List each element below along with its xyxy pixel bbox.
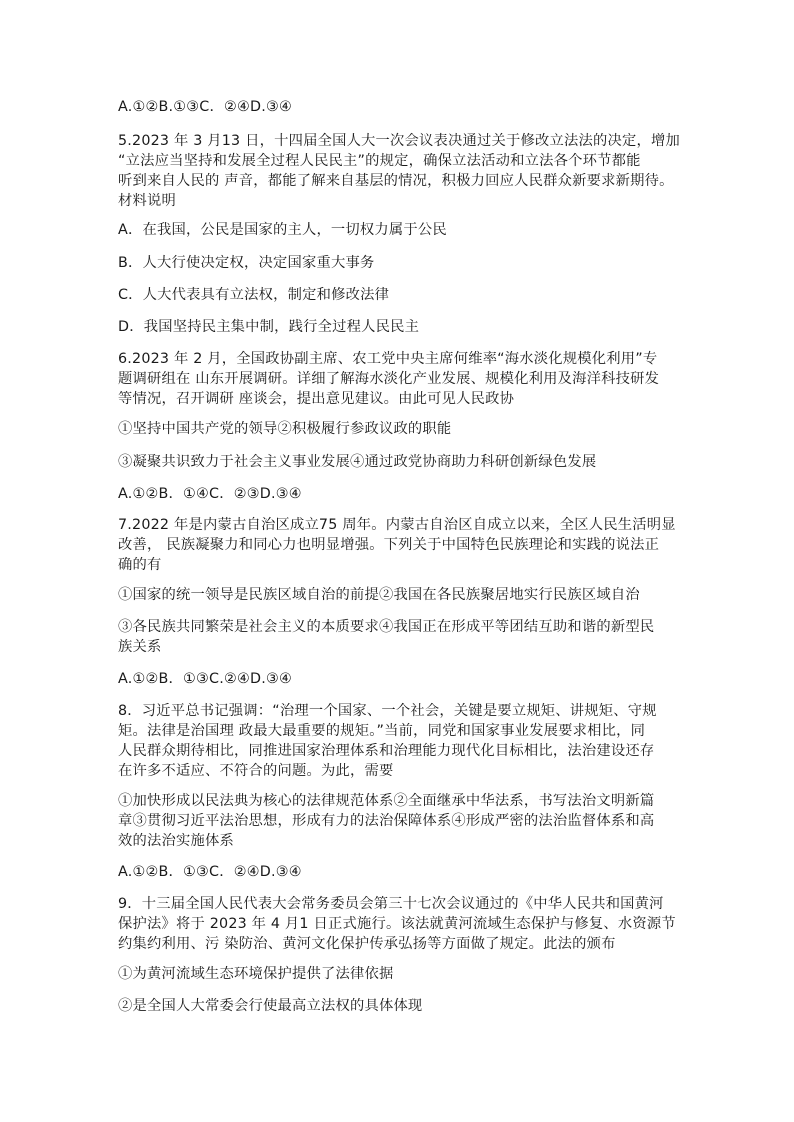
q6-stem-line-2: 题调研组在 山东开展调研。详细了解海水淡化产业发展、规模化利用及海洋科技研发 [118, 371, 660, 387]
q9-stem-line-1: 9．十三届全国人民代表大会常务委员会第三十七次会议通过的《中华人民共和国黄河 [118, 896, 664, 912]
q8-statements-line-1: ①加快形成以民法典为核心的法律规范体系②全面继承中华法系，书写法治文明新篇 [118, 793, 655, 809]
q4-answer-options: A.①②B.①③C．②④D.③④ [118, 99, 292, 115]
q8-statements-line-3: 效的法治实施体系 [118, 833, 234, 849]
q8-stem-line-2: 矩。法律是治国理 政最大最重要的规矩。”当前，同党和国家事业发展要求相比，同 [118, 723, 646, 739]
q5-stem-line-3: 听到来自人民的 声音，都能了解来自基层的情况，积极力回应人民群众新要求新期待。 [118, 173, 674, 189]
q7-stem-line-2: 改善， 民族凝聚力和同心力也明显增强。下列关于中国特色民族理论和实践的说法正 [118, 537, 660, 553]
q8-stem-line-3: 人民群众期待相比，同推进国家治理体系和治理能力现代化目标相比，法治建设还存 [118, 743, 655, 759]
q5-option-d: D．我国坚持民主集中制，践行全过程人民民主 [118, 319, 420, 335]
q7-stem-line-1: 7.2022 年是内蒙古自治区成立75 周年。内蒙古自治区自成立以来，全区人民生活明显 [118, 517, 676, 533]
q7-answer-options: A.①②B．①③C.②④D.③④ [118, 671, 292, 687]
q6-stem-line-3: 等情况，召开调研 座谈会，提出意见建议。由此可见人民政协 [118, 391, 515, 407]
q7-statements-1-2: ①国家的统一领导是民族区域自治的前提②我国在各民族聚居地实行民族区域自治 [118, 587, 640, 603]
q9-stem-line-3: 约集约利用、污 染防治、黄河文化保护传承弘扬等方面做了规定。此法的颁布 [118, 936, 616, 952]
q8-stem-line-4: 在许多不适应、不符合的问题。为此，需要 [118, 763, 394, 779]
q9-stem-line-2: 保护法》将于 2023 年 4 月1 日正式施行。该法就黄河流域生态保护与修复、水资源节 [118, 916, 676, 932]
q8-statements-line-2: 章③贯彻习近平法治思想，形成有力的法治保障体系④形成严密的法治监督体系和高 [118, 813, 655, 829]
q8-answer-options: A.①②B．①③C．②④D.③④ [118, 864, 302, 880]
q7-stem-line-3: 确的有 [118, 557, 162, 573]
q6-stem-line-1: 6.2023 年 2 月，全国政协副主席、农工党中央主席何维率“海水淡化规模化利用”专 [118, 351, 658, 367]
q9-statement-2: ②是全国人大常委会行使最高立法权的具体体现 [118, 998, 423, 1014]
q5-stem-line-4: 材料说明 [118, 193, 176, 209]
q5-stem-line-2: “立法应当坚持和发展全过程人民民主”的规定，确保立法活动和立法各个环节都能 [118, 153, 641, 169]
q6-answer-options: A.①②B．①④C．②③D.③④ [118, 486, 302, 502]
q6-statements-1-2: ①坚持中国共产党的领导②积极履行参政议政的职能 [118, 421, 452, 437]
q8-stem-line-1: 8．习近平总书记强调：“治理一个国家、一个社会，关键是要立规矩、讲规矩、守规 [118, 703, 657, 719]
q5-option-b: B．人大行使决定权，决定国家重大事务 [118, 255, 375, 271]
q9-statement-1: ①为黄河流域生态环境保护提供了法律依据 [118, 966, 394, 982]
q6-statements-3-4: ③凝聚共识致力于社会主义事业发展④通过政党协商助力科研创新绿色发展 [118, 454, 597, 470]
q7-statements-3-4-line-2: 族关系 [118, 639, 162, 655]
q5-option-c: C．人大代表具有立法权，制定和修改法律 [118, 287, 390, 303]
q5-stem-line-1: 5.2023 年 3 月13 日，十四届全国人大一次会议表决通过关于修改立法法的决定，增加 [118, 133, 680, 149]
q7-statements-3-4-line-1: ③各民族共同繁荣是社会主义的本质要求④我国正在形成平等团结互助和谐的新型民 [118, 619, 655, 635]
q5-option-a: A．在我国，公民是国家的主人，一切权力属于公民 [118, 222, 447, 238]
